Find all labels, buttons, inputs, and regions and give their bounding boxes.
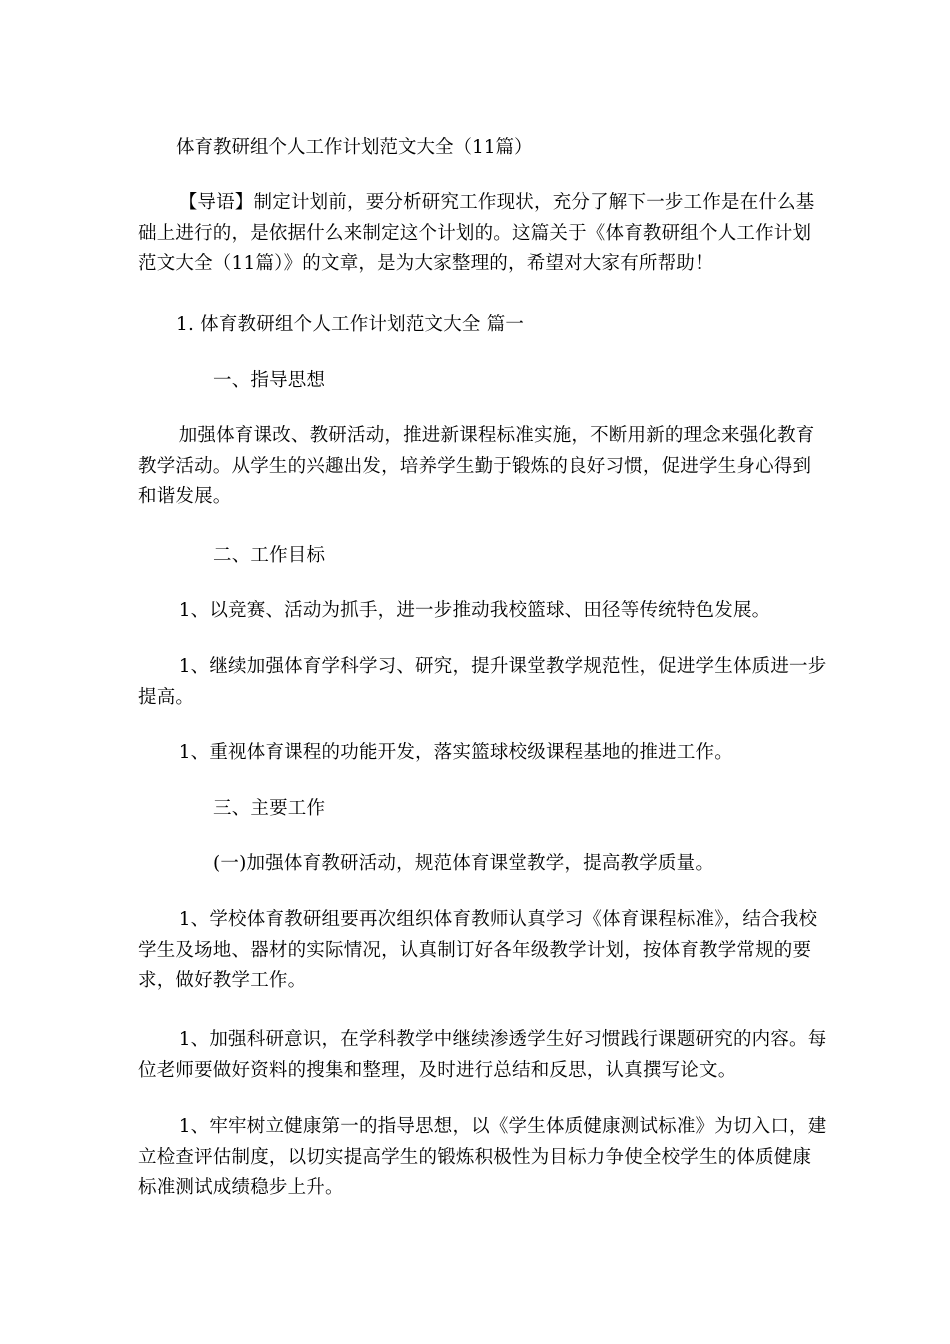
- sub-heading-teaching-research: (一)加强体育教研活动，规范体育课堂教学，提高教学质量。: [213, 853, 715, 874]
- part-heading-main-work: 三、主要工作: [213, 798, 326, 819]
- goal-item-3: 1、重视体育课程的功能开发，落实篮球校级课程基地的推进工作。: [178, 742, 733, 763]
- work-item-3: 1、牢牢树立健康第一的指导思想，以《学生体质健康测试标准》为切入口，建立检查评估制度，以切实提高学生的锻炼积极性为目标力争使全校学生的体质健康标准测试成绩稳步上升。: [138, 1116, 827, 1198]
- work-item-2: 1、加强科研意识，在学科教学中继续渗透学生好习惯践行课题研究的内容。每位老师要做好资料的搜集和整理，及时进行总结和反思，认真撰写论文。: [138, 1029, 827, 1081]
- part-heading-work-goals: 二、工作目标: [213, 545, 326, 566]
- part-heading-guiding-ideology: 一、指导思想: [213, 370, 326, 391]
- document-title: 体育教研组个人工作计划范文大全（11篇）: [176, 137, 533, 158]
- goal-item-2: 1、继续加强体育学科学习、研究，提升课堂教学规范性，促进学生体质进一步提高。: [138, 656, 827, 708]
- section-heading-1: 1. 体育教研组个人工作计划范文大全 篇一: [176, 314, 525, 335]
- goal-item-1: 1、以竞赛、活动为抓手，进一步推动我校篮球、田径等传统特色发展。: [178, 600, 771, 621]
- guiding-ideology-paragraph: 加强体育课改、教研活动，推进新课程标准实施，不断用新的理念来强化教育教学活动。从学生的兴趣出发，培养学生勤于锻炼的良好习惯，促进学生身心得到和谐发展。: [138, 425, 815, 507]
- work-item-1: 1、学校体育教研组要再次组织体育教师认真学习《体育课程标准》，结合我校学生及场地、器材的实际情况，认真制订好各年级教学计划，按体育教学常规的要求，做好教学工作。: [138, 909, 818, 991]
- intro-paragraph: 【导语】制定计划前，要分析研究工作现状，充分了解下一步工作是在什么基础上进行的，是依据什么来制定这个计划的。这篇关于《体育教研组个人工作计划范文大全（11篇）》的文章，是为大家整理的，希望对大家有所帮助！: [138, 192, 815, 274]
